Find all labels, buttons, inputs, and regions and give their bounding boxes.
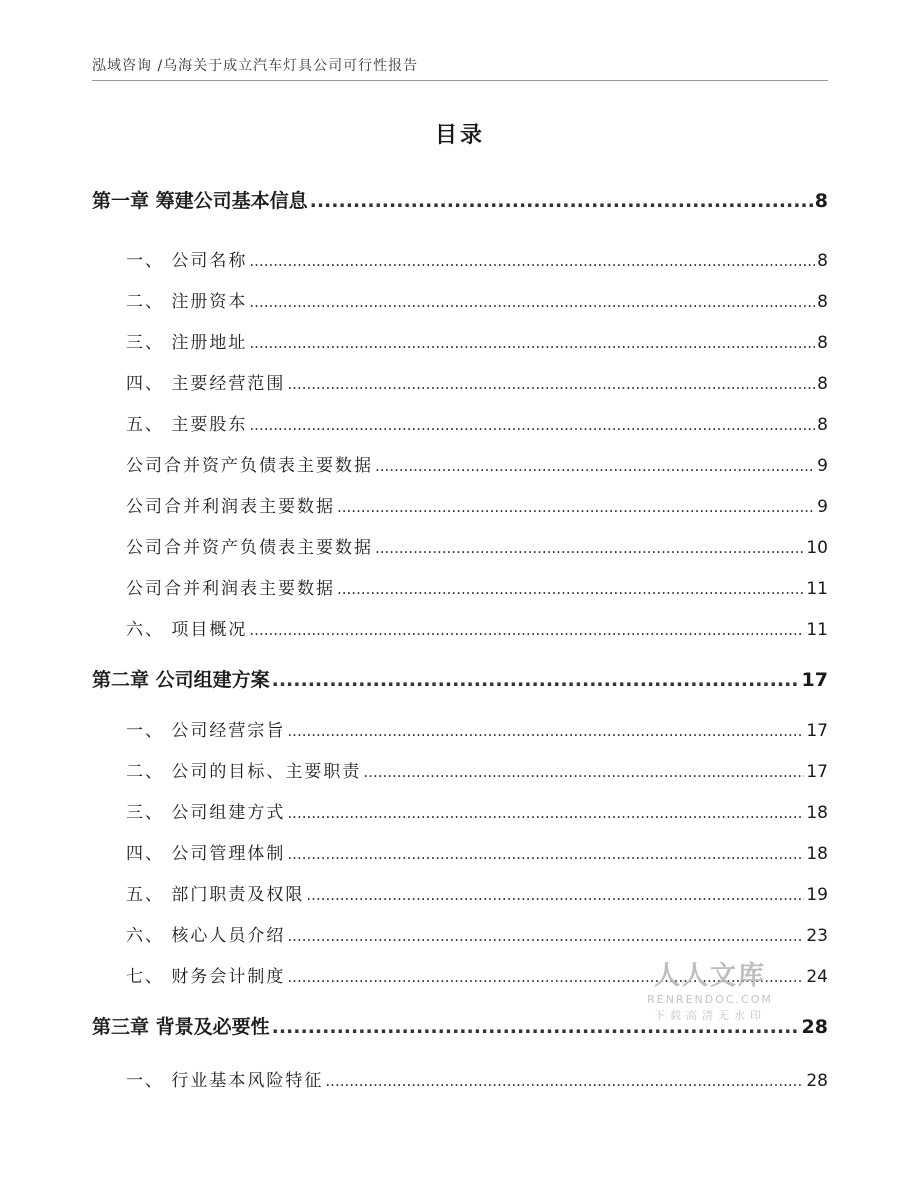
toc-section-entry[interactable] bbox=[126, 1066, 828, 1091]
toc-page-number: 8 bbox=[817, 333, 828, 353]
toc-section-entry[interactable] bbox=[126, 574, 828, 599]
toc-dot-leader bbox=[287, 722, 804, 740]
toc-entry-label: 第三章 背景及必要性 bbox=[92, 1016, 270, 1038]
toc-dot-leader bbox=[287, 375, 815, 393]
watermark-url: RENRENDOC.COM bbox=[647, 993, 773, 1006]
toc-entry-label: 三、 注册地址 bbox=[126, 333, 248, 353]
toc-page-number: 17 bbox=[801, 669, 828, 691]
toc-dot-leader bbox=[249, 252, 815, 270]
toc-entry-label: 四、 主要经营范围 bbox=[126, 374, 286, 394]
toc-section-entry[interactable] bbox=[126, 369, 828, 394]
toc-dot-leader bbox=[325, 1072, 804, 1090]
toc-entry-label: 第一章 筹建公司基本信息 bbox=[92, 190, 308, 212]
toc-entry-label: 公司合并利润表主要数据 bbox=[126, 497, 335, 517]
toc-page-number: 17 bbox=[806, 762, 828, 782]
toc-entry-label: 六、 项目概况 bbox=[126, 620, 248, 640]
toc-page-number: 18 bbox=[806, 844, 828, 864]
toc-section-entry[interactable] bbox=[126, 492, 828, 517]
toc-page-number: 24 bbox=[806, 967, 828, 987]
toc-dot-leader bbox=[249, 621, 804, 639]
page-title: 目录 bbox=[434, 123, 485, 148]
toc-section-entry[interactable] bbox=[126, 880, 828, 905]
toc-dot-leader bbox=[287, 927, 804, 945]
toc-section-entry[interactable] bbox=[126, 757, 828, 782]
toc-page-number: 9 bbox=[817, 456, 828, 476]
toc-dot-leader bbox=[375, 539, 804, 557]
watermark bbox=[640, 955, 780, 1023]
toc-dot-leader bbox=[306, 886, 804, 904]
toc-dot-leader bbox=[375, 457, 815, 475]
toc-page-number: 19 bbox=[806, 885, 828, 905]
toc-page-number: 8 bbox=[817, 292, 828, 312]
toc-dot-leader bbox=[337, 580, 804, 598]
toc-section-entry[interactable] bbox=[126, 798, 828, 823]
toc-page-number: 8 bbox=[817, 415, 828, 435]
toc-entry-label: 三、 公司组建方式 bbox=[126, 803, 286, 823]
toc-entry-label: 一、 公司名称 bbox=[126, 251, 248, 271]
toc-entry-label: 五、 主要股东 bbox=[126, 415, 248, 435]
toc-dot-leader bbox=[272, 669, 800, 691]
toc-entry-label: 一、 行业基本风险特征 bbox=[126, 1071, 324, 1091]
toc-section-entry[interactable] bbox=[126, 921, 828, 946]
toc-dot-leader bbox=[249, 334, 815, 352]
toc-entry-label: 公司合并利润表主要数据 bbox=[126, 579, 335, 599]
toc-section-entry[interactable] bbox=[126, 410, 828, 435]
toc-entry-label: 公司合并资产负债表主要数据 bbox=[126, 538, 373, 558]
toc-page-number: 9 bbox=[817, 497, 828, 517]
toc-section-entry[interactable] bbox=[126, 716, 828, 741]
toc-entry-label: 二、 注册资本 bbox=[126, 292, 248, 312]
toc-chapter-entry[interactable] bbox=[92, 186, 828, 213]
toc-page-number: 8 bbox=[817, 374, 828, 394]
toc-page-number: 11 bbox=[806, 579, 828, 599]
toc-page-number: 11 bbox=[806, 620, 828, 640]
watermark-subtitle: 下载高清无水印 bbox=[654, 1009, 766, 1022]
toc-dot-leader bbox=[337, 498, 815, 516]
header-rule bbox=[92, 80, 828, 81]
toc-section-entry[interactable] bbox=[126, 328, 828, 353]
toc-entry-label: 六、 核心人员介绍 bbox=[126, 926, 286, 946]
toc-dot-leader bbox=[287, 845, 804, 863]
toc-entry-label: 二、 公司的目标、主要职责 bbox=[126, 762, 362, 782]
toc-dot-leader bbox=[363, 763, 804, 781]
toc-dot-leader bbox=[249, 416, 815, 434]
toc-page-number: 28 bbox=[801, 1016, 828, 1038]
toc-page-number: 18 bbox=[806, 803, 828, 823]
toc-entry-label: 第二章 公司组建方案 bbox=[92, 669, 270, 691]
toc-page-number: 8 bbox=[814, 190, 828, 212]
toc-page-number: 23 bbox=[806, 926, 828, 946]
toc-section-entry[interactable] bbox=[126, 246, 828, 271]
toc-entry-label: 五、 部门职责及权限 bbox=[126, 885, 305, 905]
toc-section-entry[interactable] bbox=[126, 287, 828, 312]
running-header: 泓域咨询 /乌海关于成立汽车灯具公司可行性报告 bbox=[92, 58, 419, 74]
toc-entry-label: 四、 公司管理体制 bbox=[126, 844, 286, 864]
toc-entry-label: 一、 公司经营宗旨 bbox=[126, 721, 286, 741]
toc-section-entry[interactable] bbox=[126, 615, 828, 640]
toc-page-number: 28 bbox=[806, 1071, 828, 1091]
watermark-logo: 人人文库 bbox=[653, 961, 766, 991]
toc-section-entry[interactable] bbox=[126, 451, 828, 476]
toc-page-number: 10 bbox=[806, 538, 828, 558]
toc-dot-leader bbox=[249, 293, 815, 311]
toc-section-entry[interactable] bbox=[126, 533, 828, 558]
toc-dot-leader bbox=[310, 190, 813, 212]
toc-page-number: 8 bbox=[817, 251, 828, 271]
toc-entry-label: 七、 财务会计制度 bbox=[126, 967, 286, 987]
toc-entry-label: 公司合并资产负债表主要数据 bbox=[126, 456, 373, 476]
toc-page-number: 17 bbox=[806, 721, 828, 741]
toc-dot-leader bbox=[287, 804, 804, 822]
toc-section-entry[interactable] bbox=[126, 839, 828, 864]
toc-chapter-entry[interactable] bbox=[92, 665, 828, 692]
